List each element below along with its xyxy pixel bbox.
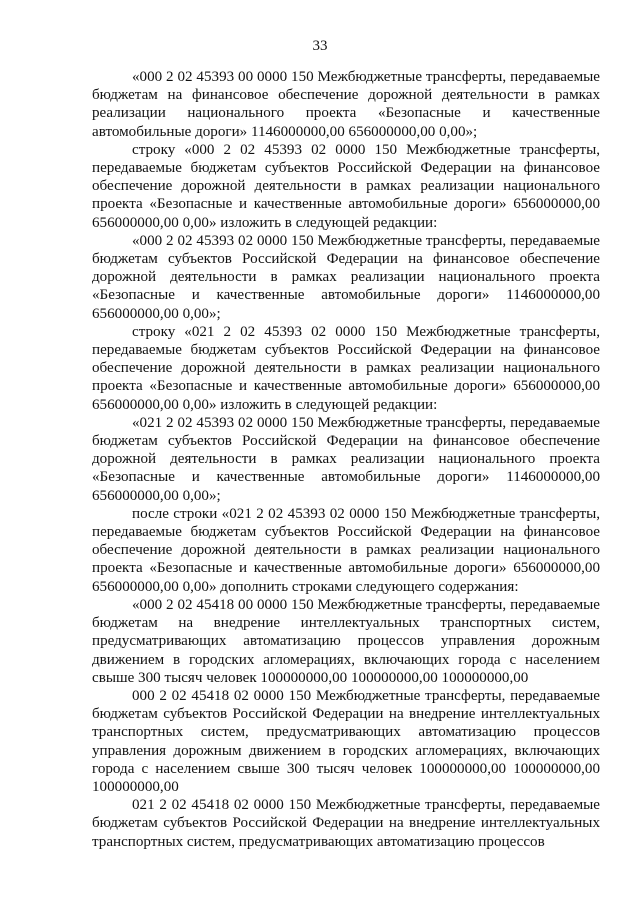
paragraph: «000 2 02 45418 00 0000 150 Межбюджетные трансферты, передаваемые бюджетам на внедрение интеллектуальных транспортных систем, предусматривающих автоматизацию процессов управления дорожным движением в городских агломерациях, включающих города с населением свыше 300 тысяч человек 100000000,00 100000000,00 100000000,00 (92, 596, 600, 686)
document-body (92, 68, 600, 851)
paragraph: 021 2 02 45418 02 0000 150 Межбюджетные трансферты, передаваемые бюджетам субъектов Российской Федерации на внедрение интеллектуальных транспортных систем, предусматривающих автоматизацию процессов (92, 797, 600, 850)
paragraph: строку «000 2 02 45393 02 0000 150 Межбюджетные трансферты, передаваемые бюджетам субъектов Российской Федерации на финансовое обеспечение дорожной деятельности в рамках реализации национального проекта «Безопасные и качественные автомобильные дороги» 656000000,00 656000000,00 0,00» изложить в следующей редакции: (92, 141, 600, 231)
paragraph: «000 2 02 45393 00 0000 150 Межбюджетные трансферты, передаваемые бюджетам на финансовое обеспечение дорожной деятельности в рамках реализации национального проекта «Безопасные и качественные автомобильные дороги» 1146000000,00 656000000,00 0,00»; (92, 69, 600, 140)
paragraph: после строки «021 2 02 45393 02 0000 150 Межбюджетные трансферты, передаваемые бюджетам субъектов Российской Федерации на финансовое обеспечение дорожной деятельности в рамках реализации национального проекта «Безопасные и качественные автомобильные дороги» 656000000,00 656000000,00 0,00» дополнить строками следующего содержания: (92, 505, 600, 595)
paragraph: «000 2 02 45393 02 0000 150 Межбюджетные трансферты, передаваемые бюджетам субъектов Российской Федерации на финансовое обеспечение дорожной деятельности в рамках реализации национального проекта «Безопасные и качественные автомобильные дороги» 1146000000,00 656000000,00 0,00»; (92, 232, 600, 322)
page-number: 33 (312, 38, 328, 54)
paragraph: 000 2 02 45418 02 0000 150 Межбюджетные трансферты, передаваемые бюджетам субъектов Российской Федерации на внедрение интеллектуальных транспортных систем, предусматривающих автоматизацию процессов управления дорожным движением в городских агломерациях, включающих города с населением свыше 300 тысяч человек 100000000,00 100000000,00 100000000,00 (92, 687, 600, 795)
paragraph: строку «021 2 02 45393 02 0000 150 Межбюджетные трансферты, передаваемые бюджетам субъектов Российской Федерации на финансовое обеспечение дорожной деятельности в рамках реализации национального проекта «Безопасные и качественные автомобильные дороги» 656000000,00 656000000,00 0,00» изложить в следующей редакции: (92, 323, 600, 413)
paragraph: «021 2 02 45393 02 0000 150 Межбюджетные трансферты, передаваемые бюджетам субъектов Российской Федерации на финансовое обеспечение дорожной деятельности в рамках реализации национального проекта «Безопасные и качественные автомобильные дороги» 1146000000,00 656000000,00 0,00»; (92, 414, 600, 504)
